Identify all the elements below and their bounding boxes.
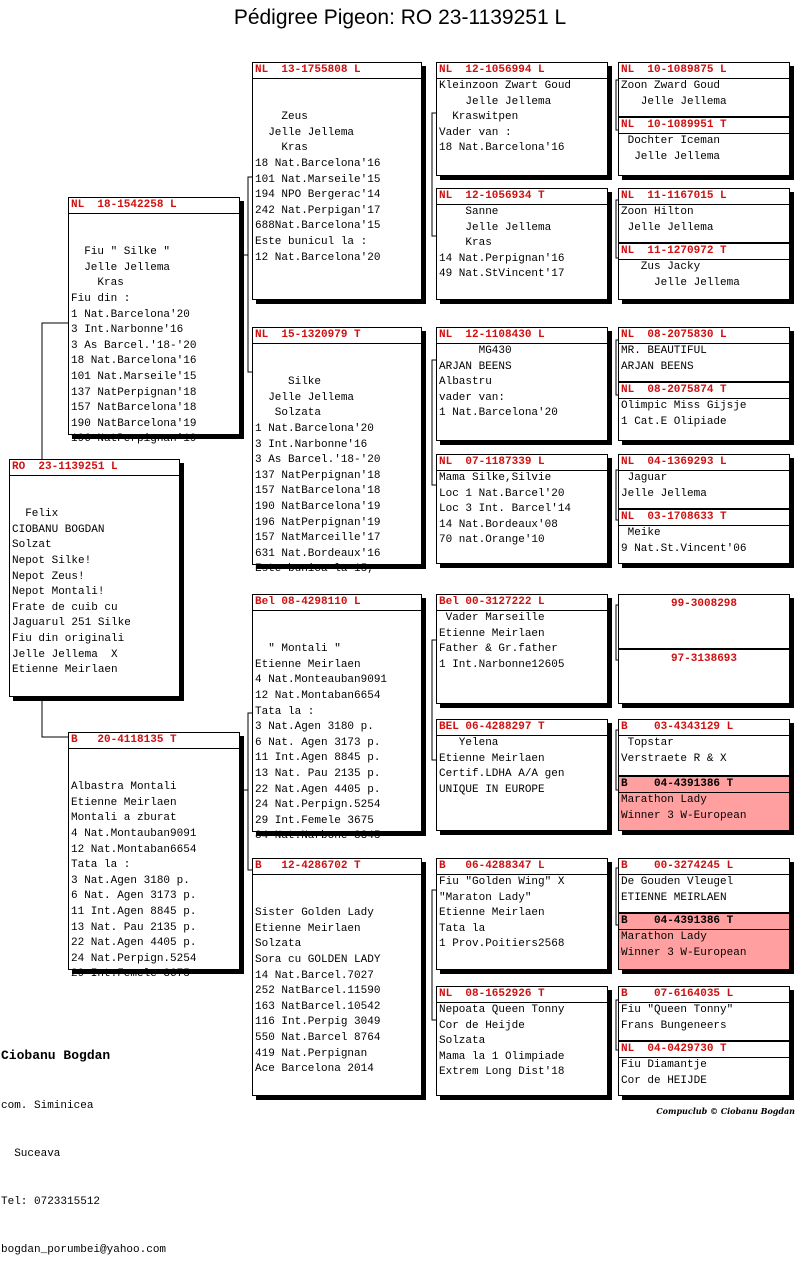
pigeon-details: Fiu "Queen Tonny" Frans Bungeneers [621,1004,734,1032]
ring-number: NL 12-1056994 L [437,63,607,79]
breeder-address-line: com. Siminicea [1,1100,94,1112]
ring-number: NL 03-1708633 T [619,510,789,526]
gen5-card-9[interactable] [618,594,790,649]
pigeon-details: Fiu Diamantje Cor de HEIJDE [621,1059,707,1087]
gen4-card-4[interactable] [436,454,608,564]
pigeon-details: MR. BEAUTIFUL ARJAN BEENS [621,345,707,373]
pigeon-details: Sister Golden Lady Etienne Meirlaen Solzata Sora cu GOLDEN LADY 14 Nat.Barcel.7027 252 NatBarcel.11590 163 NatBarcel.10542 116 Int.Perpig 3049 550 Nat.Barcel 8764 419 Nat.Perpignan Ace Barcelona 2014 [255,907,381,1076]
ring-number: B 04-4391386 T [619,777,789,793]
ring-number: NL 12-1108430 L [437,328,607,344]
ring-number: 99-3008298 [670,598,737,610]
ring-number: NL 04-1369293 L [619,455,789,471]
ring-number: B 06-4288347 L [437,859,607,875]
pigeon-details: Vader Marseille Etienne Meirlaen Father & Gr.father 1 Int.Narbonne12605 [439,612,565,671]
ring-number: NL 12-1056934 T [437,189,607,205]
pigeon-details: Nepoata Queen Tonny Cor de Heijde Solzata Mama la 1 Olimpiade Extrem Long Dist'18 [439,1004,565,1079]
gen5-card-6[interactable] [618,382,790,441]
gen5-card-16[interactable] [618,1041,790,1096]
breeder-email[interactable]: bogdan_porumbei@yahoo.com [1,1244,167,1256]
gen3-card-4[interactable] [252,858,422,1096]
ring-number: NL 07-1187339 L [437,455,607,471]
gen5-card-11[interactable] [618,719,790,776]
gen5-card-7[interactable] [618,454,790,509]
gen4-card-2[interactable] [436,188,608,300]
ring-number: NL 15-1320979 T [253,328,421,344]
ring-number: NL 11-1167015 L [619,189,789,205]
gen4-card-1[interactable] [436,62,608,176]
pigeon-details: Zus Jacky Jelle Jellema [621,261,740,289]
ring-number: NL 10-1089951 T [619,118,789,134]
pigeon-details: MG430 ARJAN BEENS Albastru vader van: 1 Nat.Barcelona'20 [439,345,558,420]
gen3-card-3[interactable] [252,594,422,843]
gen5-card-8[interactable] [618,509,790,564]
ring-number: NL 13-1755808 L [253,63,421,79]
gen5-card-2[interactable] [618,117,790,176]
pigeon-details: De Gouden Vleugel ETIENNE MEIRLAEN [621,876,734,904]
sire-ring-number: NL 18-1542258 L [69,198,239,214]
breeder-name: Ciobanu Bogdan [1,1048,111,1063]
pigeon-details: Meike 9 Nat.St.Vincent'06 [621,527,747,555]
ring-number: NL 08-2075830 L [619,328,789,344]
ring-number: NL 08-2075874 T [619,383,789,399]
sire-details: Fiu " Silke " Jelle Jellema Kras Fiu din : 1 Nat.Barcelona'20 3 Int.Narbonne'16 3 As Barcel.'18-'20 18 Nat.Barcelona'16 101 Nat.Marseile'15 137 NatPerpignan'18 157 NatBarcelona'18 190 NatBarcelona'19 196 NatPerpignan'19 [71,246,197,446]
ring-number: NL 08-1652926 T [437,987,607,1003]
pigeon-details: Marathon Lady Winner 3 W-European [621,931,747,959]
gen4-card-8[interactable] [436,986,608,1096]
pigeon-details: Fiu "Golden Wing" X "Maraton Lady" Etienne Meirlaen Tata la 1 Prov.Poitiers2568 [439,876,565,951]
pigeon-details: Zoon Hilton Jelle Jellema [621,206,714,234]
breeder-contact [1,1014,166,1274]
gen5-card-12[interactable] [618,776,790,831]
ring-number: NL 04-0429730 T [619,1042,789,1058]
ring-number: NL 11-1270972 T [619,244,789,260]
dam-details: Albastra Montali Etienne Meirlaen Montali a zburat 4 Nat.Montauban9091 12 Nat.Montaban6654 Tata la : 3 Nat.Agen 3180 p. 6 Nat. Agen 3173 p. 11 Int.Agen 8845 p. 13 Nat. Pau 2135 p. 22 Nat.Agen 4405 p. 24 Nat.Perpign.5254 29 Int.Femele 3675 [71,781,197,981]
pigeon-details: Olimpic Miss Gijsje 1 Cat.E Olipiade [621,400,747,428]
gen5-card-1[interactable] [618,62,790,117]
footer-copyright: Compuclub © Ciobanu Bogdan [656,1106,795,1116]
gen4-card-3[interactable] [436,327,608,441]
ring-number: B 04-4391386 T [619,914,789,930]
gen5-card-14[interactable] [618,913,790,970]
subject-details: Felix CIOBANU BOGDAN Solzat Nepot Silke! Nepot Zeus! Nepot Montali! Frate de cuib cu Jaguarul 251 Silke Fiu din originali Jelle Jellema X Etienne Meirlaen [12,508,131,677]
gen3-card-1[interactable] [252,62,422,300]
pigeon-details: Jaguar Jelle Jellema [621,472,707,500]
pigeon-details: Zeus Jelle Jellema Kras 18 Nat.Barcelona'16 101 Nat.Marseile'15 194 NPO Bergerac'14 242 Nat.Perpigan'17 688Nat.Barcelona'15 Este bunicul la : 12 Nat.Barcelona'20 [255,111,381,264]
gen4-card-7[interactable] [436,858,608,970]
breeder-address-line: Suceava [1,1148,61,1160]
pigeon-details: " Montali " Etienne Meirlaen 4 Nat.Monteauban9091 12 Nat.Montaban6654 Tata la : 3 Nat.Agen 3180 p. 6 Nat. Agen 3173 p. 11 Int.Agen 8845 p. 13 Nat. Pau 2135 p. 22 Nat.Agen 4405 p. 24 Nat.Perpign.5254 29 Int.Femele 3675 84 Nat.Narbone 3345 [255,643,388,843]
pigeon-details: Kleinzoon Zwart Goud Jelle Jellema Kraswitpen Vader van : 18 Nat.Barcelona'16 [439,80,572,155]
gen5-card-5[interactable] [618,327,790,382]
ring-number: B 03-4343129 L [619,720,789,736]
subject-ring-number: RO 23-1139251 L [10,460,179,476]
ring-number: NL 10-1089875 L [619,63,789,79]
dam-card[interactable] [68,732,240,981]
gen5-card-3[interactable] [618,188,790,243]
sire-card[interactable] [68,197,240,446]
gen4-card-5[interactable] [436,594,608,704]
pigeon-details: Sanne Jelle Jellema Kras 14 Nat.Perpignan'16 49 Nat.StVincent'17 [439,206,565,281]
pigeon-details: Mama Silke,Silvie Loc 1 Nat.Barcel'20 Loc 3 Int. Barcel'14 14 Nat.Bordeaux'08 70 nat.Orange'10 [439,472,572,547]
pigeon-details: Dochter Iceman Jelle Jellema [621,135,721,163]
ring-number: BEL 06-4288297 T [437,720,607,736]
pigeon-details: Topstar Verstraete R & X [621,737,727,765]
ring-number: B 07-6164035 L [619,987,789,1003]
gen4-card-6[interactable] [436,719,608,831]
ring-number: B 00-3274245 L [619,859,789,875]
dam-ring-number: B 20-4118135 T [69,733,239,749]
gen5-card-13[interactable] [618,858,790,913]
ring-number: Bel 00-3127222 L [437,595,607,611]
page-title: Pédigree Pigeon: RO 23-1139251 L [233,6,567,29]
gen5-card-15[interactable] [618,986,790,1041]
subject-pigeon-card[interactable] [9,459,180,697]
gen3-card-2[interactable] [252,327,422,576]
ring-number: 97-3138693 [670,653,737,665]
breeder-phone: Tel: 0723315512 [1,1196,101,1208]
ring-number: Bel 08-4298110 L [253,595,421,611]
gen5-card-10[interactable] [618,649,790,704]
gen5-card-4[interactable] [618,243,790,300]
pigeon-details: Marathon Lady Winner 3 W-European [621,794,747,822]
pigeon-details: Yelena Etienne Meirlaen Certif.LDHA A/A gen UNIQUE IN EUROPE [439,737,565,796]
pigeon-details: Silke Jelle Jellema Solzata 1 Nat.Barcelona'20 3 Int.Narbonne'16 3 As Barcel.'18-'20 137 NatPerpignan'18 157 NatBarcelona'18 190 NatBarcelona'19 196 NatPerpignan'19 157 NatMarceille'17 631 Nat.Bordeaux'16 Este bunica la 15, [255,376,381,576]
pigeon-details: Zoon Zward Goud Jelle Jellema [621,80,727,108]
ring-number: B 12-4286702 T [253,859,421,875]
